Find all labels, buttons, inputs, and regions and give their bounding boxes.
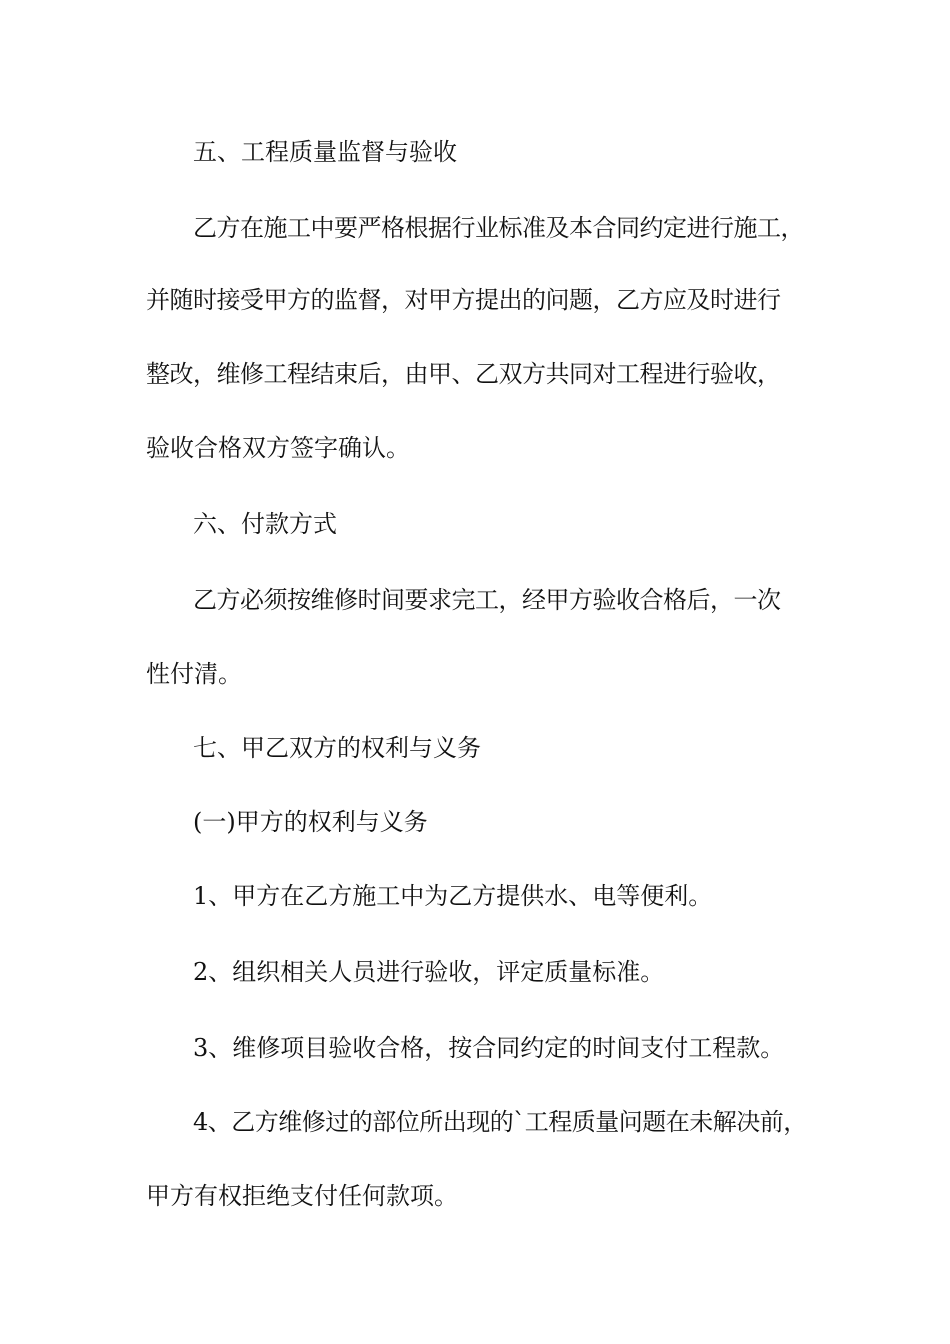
- section-5-paragraph-line-4: 验收合格双方签字确认。: [146, 434, 410, 462]
- section-6-paragraph-line-1: 乙方必须按维修时间要求完工，经甲方验收合格后，一次: [193, 586, 781, 614]
- section-5-paragraph-line-2: 并随时接受甲方的监督，对甲方提出的问题，乙方应及时进行: [146, 286, 781, 314]
- section-7-heading: 七、甲乙双方的权利与义务: [193, 734, 481, 762]
- section-6-heading: 六、付款方式: [193, 510, 337, 538]
- section-7-item-2: 2、组织相关人员进行验收，评定质量标准。: [193, 958, 665, 986]
- section-5-paragraph-line-3: 整改，维修工程结束后，由甲、乙双方共同对工程进行验收，: [146, 360, 781, 388]
- section-7-item-4-line-1: 4、乙方维修过的部位所出现的`工程质量问题在未解决前，: [193, 1108, 807, 1136]
- section-5-paragraph-line-1: 乙方在施工中要严格根据行业标准及本合同约定进行施工，: [193, 214, 804, 242]
- section-7-subheading-1: (一)甲方的权利与义务: [193, 808, 428, 836]
- section-7-item-3: 3、维修项目验收合格，按合同约定的时间支付工程款。: [193, 1034, 785, 1062]
- section-7-item-4-line-2: 甲方有权拒绝支付任何款项。: [146, 1182, 458, 1210]
- section-7-item-1: 1、甲方在乙方施工中为乙方提供水、电等便利。: [193, 882, 713, 910]
- section-5-heading: 五、工程质量监督与验收: [193, 138, 457, 166]
- section-6-paragraph-line-2: 性付清。: [146, 660, 242, 688]
